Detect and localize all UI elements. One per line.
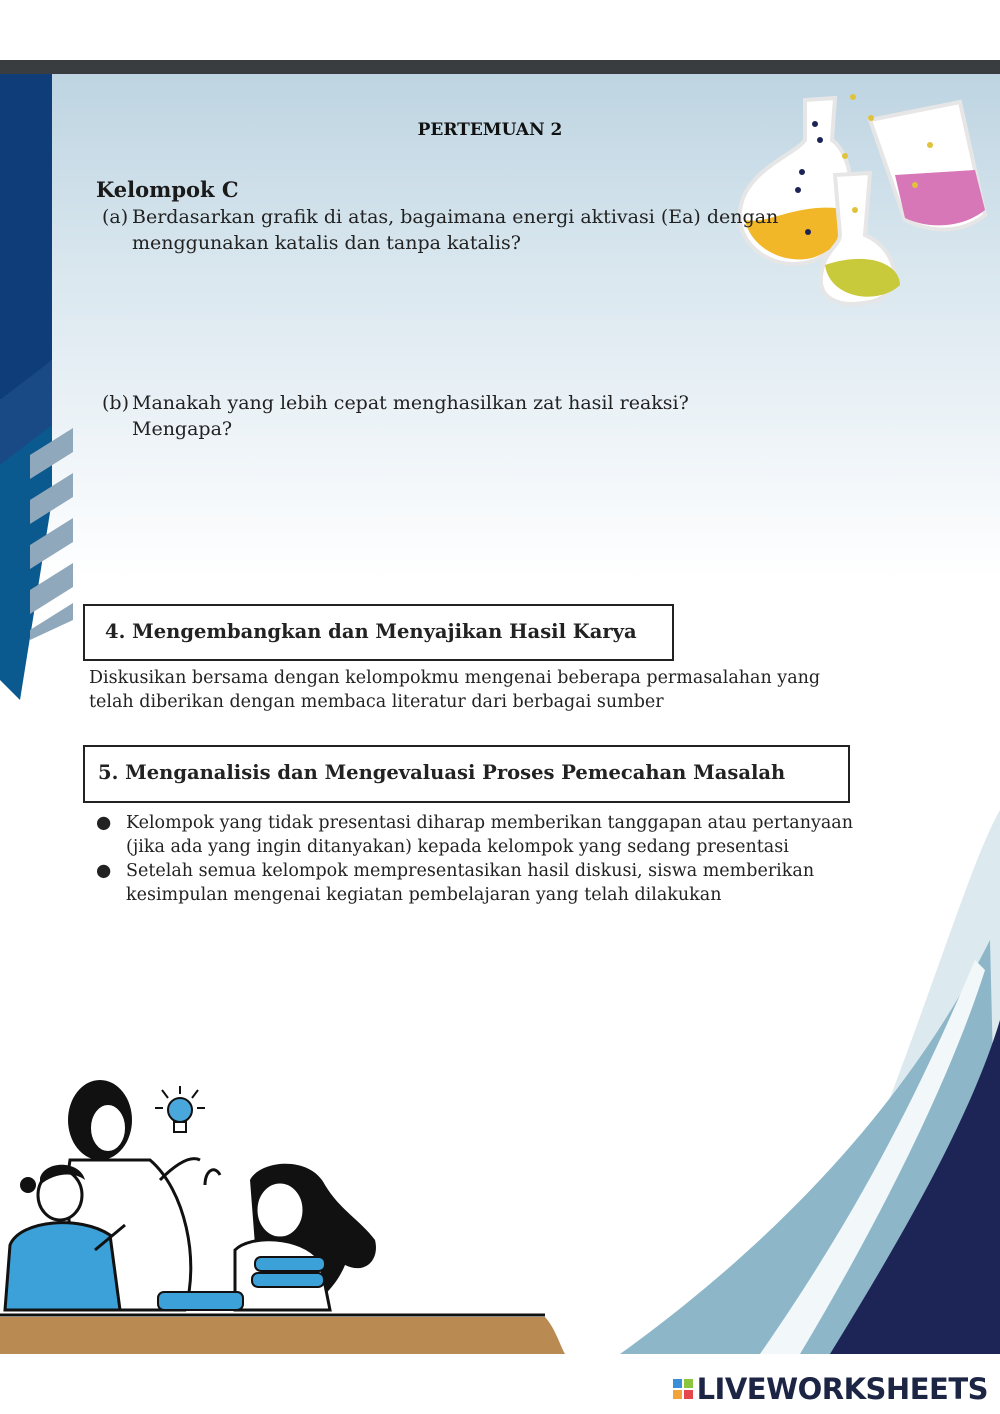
section4-heading: 4. Mengembangkan dan Menyajikan Hasil Karya	[83, 604, 674, 661]
question-text: Berdasarkan grafik di atas, bagaimana energi aktivasi (Ea) dengan menggunakan katalis dan tanpa katalis?	[132, 206, 779, 254]
bullet-icon: ●	[96, 813, 112, 833]
footer-brand[interactable]	[673, 1372, 988, 1406]
question-a	[102, 204, 822, 256]
brand-name: LIVEWORKSHEETS	[696, 1372, 988, 1406]
bullet-text: Kelompok yang tidak presentasi diharap memberikan tanggapan atau pertanyaan (jika ada yang ingin ditanyakan) kepada kelompok yang sedang presentasi	[126, 813, 853, 857]
section4-body: Diskusikan bersama dengan kelompokmu mengenai beberapa permasalahan yang telah diberikan dengan membaca literatur dari berbagai sumber	[89, 668, 821, 712]
question-b	[102, 390, 712, 442]
section5-bullet-list	[96, 811, 856, 907]
question-label: (a)	[102, 206, 129, 228]
lightbulb-icon	[168, 1098, 192, 1122]
group-label: Kelompok C	[96, 177, 239, 202]
worksheet-page	[0, 60, 1000, 1354]
page-title: PERTEMUAN 2	[417, 120, 563, 140]
list-item	[96, 811, 856, 859]
students-illustration-icon	[0, 1080, 545, 1315]
liveworksheets-logo-icon	[673, 1379, 693, 1399]
section5-heading: 5. Menganalisis dan Mengevaluasi Proses Pemecahan Masalah	[83, 745, 850, 803]
question-text: Manakah yang lebih cepat menghasilkan zat hasil reaksi? Mengapa?	[132, 392, 689, 440]
bullet-text: Setelah semua kelompok mempresentasikan hasil diskusi, siswa memberikan kesimpulan mengenai kegiatan pembelajaran yang telah dilakukan	[126, 861, 815, 905]
desk	[0, 1317, 565, 1354]
list-item	[96, 859, 856, 907]
question-label: (b)	[102, 392, 129, 414]
bullet-icon: ●	[96, 861, 112, 881]
